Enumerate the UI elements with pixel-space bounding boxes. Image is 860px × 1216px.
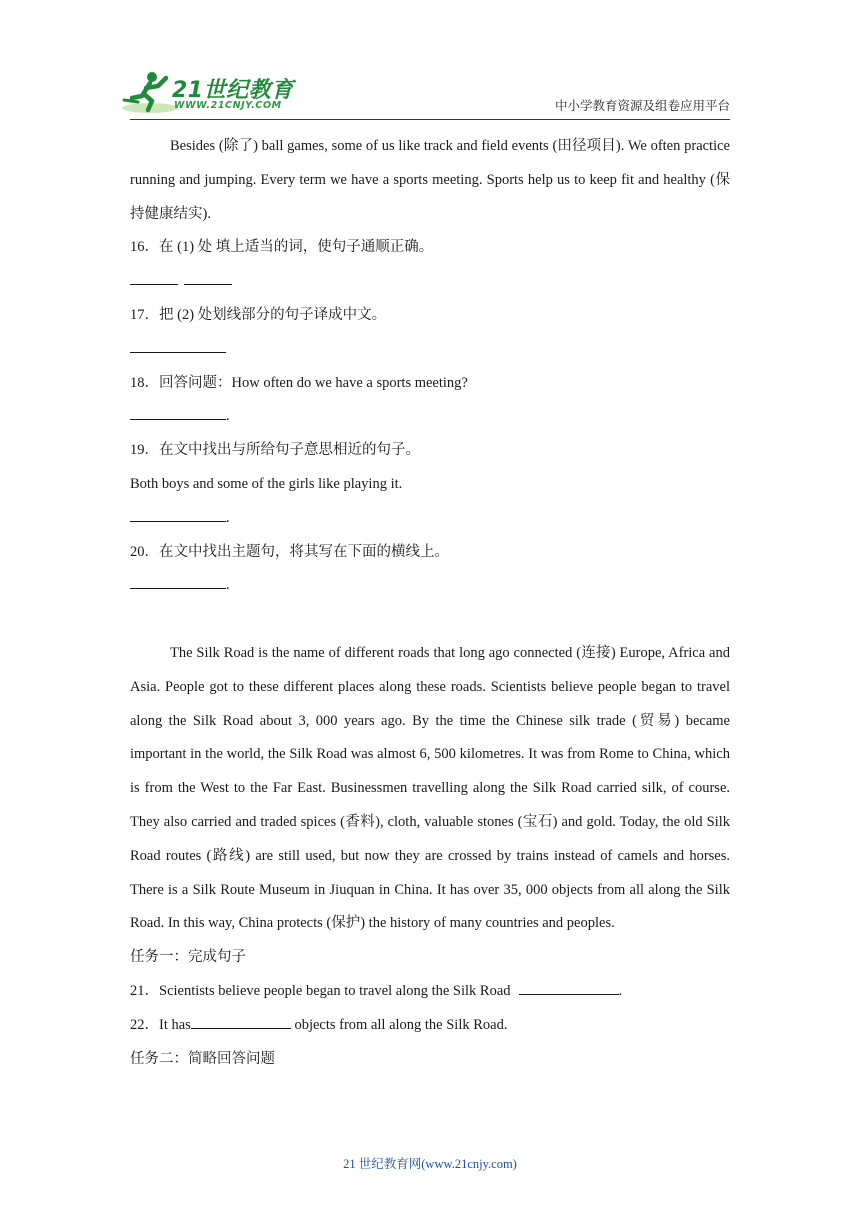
logo-title: 21世纪教育	[172, 78, 294, 103]
period: .	[226, 509, 230, 526]
page-header	[0, 0, 860, 125]
question-22-prefix: 22．It has	[130, 1016, 191, 1033]
answer-blank[interactable]	[130, 283, 178, 285]
question-17: 17．把 (2) 处划线部分的句子译成中文。	[130, 306, 387, 323]
answer-line-18	[130, 400, 730, 434]
header-platform-text: 中小学教育资源及组卷应用平台	[554, 98, 730, 113]
runner-logo-icon	[120, 68, 180, 116]
task2-heading: 任务二：简略回答问题	[130, 1050, 275, 1067]
answer-blank[interactable]	[130, 351, 226, 353]
question-19: 19．在文中找出与所给句子意思相近的句子。	[130, 442, 420, 459]
answer-blank[interactable]	[130, 587, 226, 589]
passage2-paragraph: The Silk Road is the name of different roads that long ago connected (连接) Europe, Africa and Asia. People got to these different places along these roads. Scientists believe people began to travel along the Silk Road about 3, 000 years ago. By the time the Chinese silk trade (贸易) became important in the world, the Silk Road was almost 6, 500 kilometres. It was from Rome to China, which is from the West to the Far East. Businessmen travelling along the Silk Road carried silk, of course. They also carried and traded spices (香料), cloth, valuable stones (宝石) and gold. Today, the old Silk Road routes (路线) are still used, but now they are crossed by trains instead of camels and horses. There is a Silk Route Museum in Jiuquan in China. It has over 35, 000 objects from all along the Silk Road. In this way, China protects (保护) the history of many countries and peoples.	[130, 644, 730, 932]
period: .	[226, 408, 230, 425]
document-body	[130, 130, 730, 1076]
period: .	[226, 577, 230, 594]
passage1-paragraph: Besides (除了) ball games, some of us like track and field events (田径项目). We often practice running and jumping. Every term we have a sports meeting. Sports help us to keep fit and healthy (保持健康结实).	[130, 138, 730, 222]
answer-line-20	[130, 569, 730, 603]
answer-blank[interactable]	[191, 1027, 291, 1029]
page-footer: 21 世纪教育网(www.21cnjy.com)	[343, 1157, 517, 1171]
task1-heading: 任务一：完成句子	[130, 949, 246, 966]
question-19-sentence: Both boys and some of the girls like playing it.	[130, 475, 403, 492]
logo-url: WWW.21CNJY.COM	[174, 100, 282, 111]
answer-blank[interactable]	[184, 283, 232, 285]
logo	[120, 68, 295, 116]
question-21	[130, 975, 730, 1009]
answer-blank[interactable]	[130, 418, 226, 420]
answer-blank[interactable]	[519, 993, 619, 995]
question-20: 20．在文中找出主题句，将其写在下面的横线上。	[130, 543, 449, 560]
question-18: 18．回答问题：How often do we have a sports meeting?	[130, 374, 468, 391]
section-gap	[130, 603, 730, 637]
answer-line-19	[130, 502, 730, 536]
answer-line-16	[130, 265, 730, 299]
answer-line-17	[130, 333, 730, 367]
question-22	[130, 1009, 730, 1043]
header-divider	[130, 119, 730, 120]
question-22-suffix: objects from all along the Silk Road.	[290, 1016, 508, 1033]
answer-blank[interactable]	[130, 520, 226, 522]
question-21-text: 21．Scientists believe people began to travel along the Silk Road	[130, 982, 511, 999]
period: .	[618, 982, 623, 999]
question-16: 16．在 (1) 处 填上适当的词，使句子通顺正确。	[130, 239, 434, 256]
